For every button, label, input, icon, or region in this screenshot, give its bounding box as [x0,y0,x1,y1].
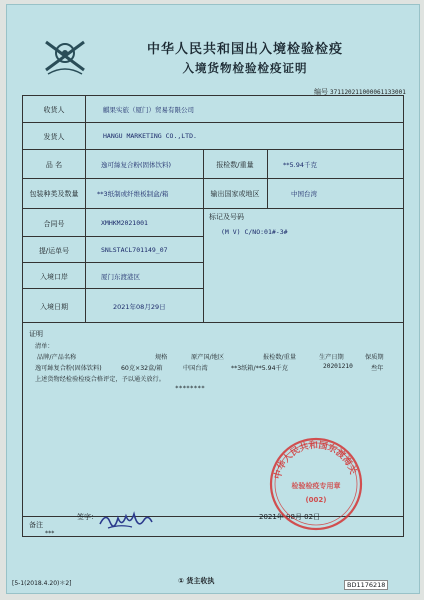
row-divider [23,149,403,150]
row-origin: 中国台湾 [183,365,208,372]
quantity-value: **5.94千克 [283,161,317,169]
marks-label: 标记及号码 [209,213,244,221]
quantity-label: 报检数/重量 [216,161,254,169]
remarks-label: 备注 [29,521,43,529]
entry-date-value: 2021年08月29日 [113,303,166,311]
col-production-date: 生产日期 [319,354,344,361]
document-subtitle: 入境货物检验检疫证明 [182,61,308,75]
col-quantity: 报检数/重量 [263,354,297,361]
handwritten-signature [96,508,156,532]
remarks-value: *** [45,530,55,537]
svg-text:中华人民共和国东渡海关 [271,439,359,480]
col-shelf-life: 保质期 [365,354,384,361]
row-divider [23,122,403,123]
contract-value: XMHKM2021001 [101,219,148,227]
marks-value: (M V) C/NO:01#-3# [221,228,288,236]
product-value: 逸可絲复合粉(固体饮料) [101,161,172,169]
form-code: [5-1(2018.4.20)＊2] [12,580,72,587]
row-production-date: 20201210 [323,363,353,370]
entry-port-label: 入境口岸 [40,273,68,281]
row-divider [23,236,203,237]
consignor-value: HANGU MARKETING CO.,LTD. [103,132,197,140]
copy-label: ① 货主收执 [178,577,215,585]
statement-stars: ******** [175,385,205,392]
row-quantity: **3纸箱/**5.94千克 [231,365,288,372]
origin-value: 中国台湾 [291,190,317,198]
package-value: **3纸制或纤维板制盒/箱 [97,190,169,198]
col-divider [267,149,268,208]
row-spec: 60克×32盒/箱 [121,365,163,372]
col-origin: 原产国/地区 [191,354,225,361]
row-divider [23,208,403,209]
official-seal-stamp [268,436,364,532]
serial-label: 编号 [314,88,328,96]
serial-value: 371120211000061133001 [330,89,406,96]
row-product: 逸可絲复合粉(固体饮料) [35,365,102,372]
col-brand: 品牌/产品名称 [37,354,77,361]
row-divider [23,288,203,289]
customs-emblem-icon [42,38,88,76]
col-spec: 规格 [155,354,168,361]
document-title: 中华人民共和国出入境检验检疫 [146,42,343,57]
col-divider [203,149,204,322]
entry-date-label: 入境日期 [40,303,68,311]
entry-port-value: 厦门东渡港区 [101,273,140,281]
signature-label: 签字： [77,513,98,521]
bill-of-lading-value: SNLSTACL701149_07 [101,246,168,254]
row-divider [23,262,203,263]
certificate-label: 证明 [29,330,43,338]
certification-statement: 上述货物经检验检疫合格评定，予以通关放行。 [35,376,165,383]
seal-code-text: (002) [305,496,327,504]
consignor-label: 发货人 [43,133,65,141]
consignee-label: 收货人 [43,106,65,114]
seal-ring-text: 中华人民共和国东渡海关 [273,440,358,481]
origin-label: 输出国家或地区 [210,190,260,198]
row-divider [23,178,403,179]
row-shelf-life: 叁年 [371,365,384,372]
seal-center-text: 检验检疫专用章 [291,482,341,490]
document-serial: BD1176218 [344,580,388,590]
bill-of-lading-label: 提/运单号 [38,247,70,255]
package-label: 包装种类及数量 [29,190,79,198]
contract-label: 合同号 [43,220,65,228]
row-divider [23,322,403,323]
list-label: 清单： [35,343,54,350]
product-label: 品 名 [45,161,63,169]
consignee-value: 麒果实旅（厦门）贸易有限公司 [103,106,194,114]
col-divider [85,96,86,322]
signature-date: 2021年 08月 02日 [259,513,321,521]
